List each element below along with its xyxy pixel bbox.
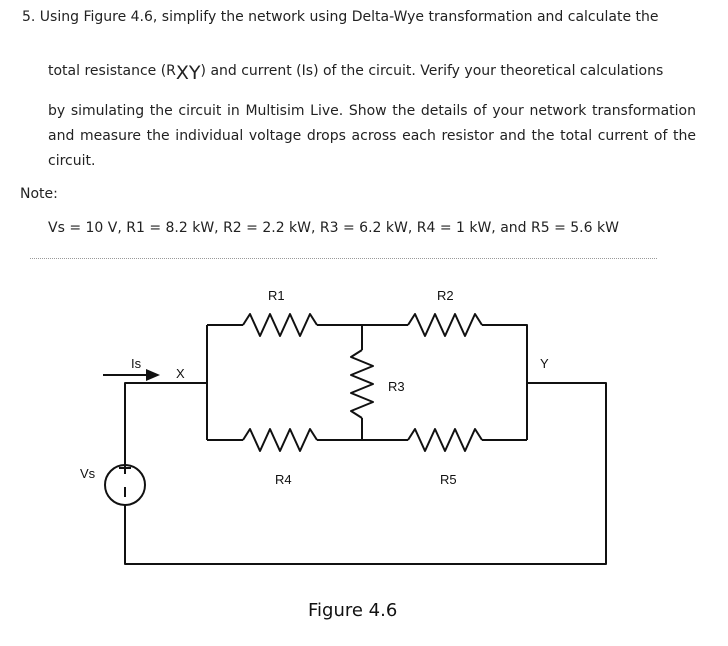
- resistor-r5: [408, 429, 482, 451]
- figure-caption: Figure 4.6: [308, 600, 398, 621]
- resistor-r1: [243, 314, 317, 336]
- wire-node-y: [125, 383, 606, 564]
- label-r2: R2: [437, 288, 454, 303]
- label-r5: R5: [440, 472, 457, 487]
- label-y: Y: [540, 356, 549, 371]
- resistor-r4: [243, 429, 317, 451]
- question-paragraph: by simulating the circuit in Multisim Live. Show the details of your network transformation and measure the individual voltage drops across each resistor and the total current of the circuit.: [48, 103, 696, 169]
- note-label: Note:: [20, 186, 58, 202]
- label-vs: Vs: [80, 466, 96, 481]
- label-r3: R3: [388, 379, 405, 394]
- label-x: X: [176, 366, 185, 381]
- question-line-2-pre: total resistance (R: [48, 63, 176, 79]
- label-r1: R1: [268, 288, 285, 303]
- is-arrow-head: [146, 369, 160, 381]
- question-line-1: 5. Using Figure 4.6, simplify the network using Delta-Wye transformation and calculate the: [22, 9, 659, 25]
- label-r4: R4: [275, 472, 292, 487]
- resistor-r2: [408, 314, 482, 336]
- note-values: Vs = 10 V, R1 = 8.2 kW, R2 = 2.2 kW, R3 = 6.2 kW, R4 = 1 kW, and R5 = 5.6 kW: [48, 220, 619, 236]
- rxy-subscript: XY: [175, 62, 201, 84]
- wire-top-right: [482, 325, 527, 440]
- wire-source-top: [125, 383, 172, 465]
- label-is: Is: [131, 356, 142, 371]
- resistor-r3: [351, 350, 373, 418]
- question-line-2-post: ) and current (Is) of the circuit. Verify your theoretical calculations: [200, 63, 664, 79]
